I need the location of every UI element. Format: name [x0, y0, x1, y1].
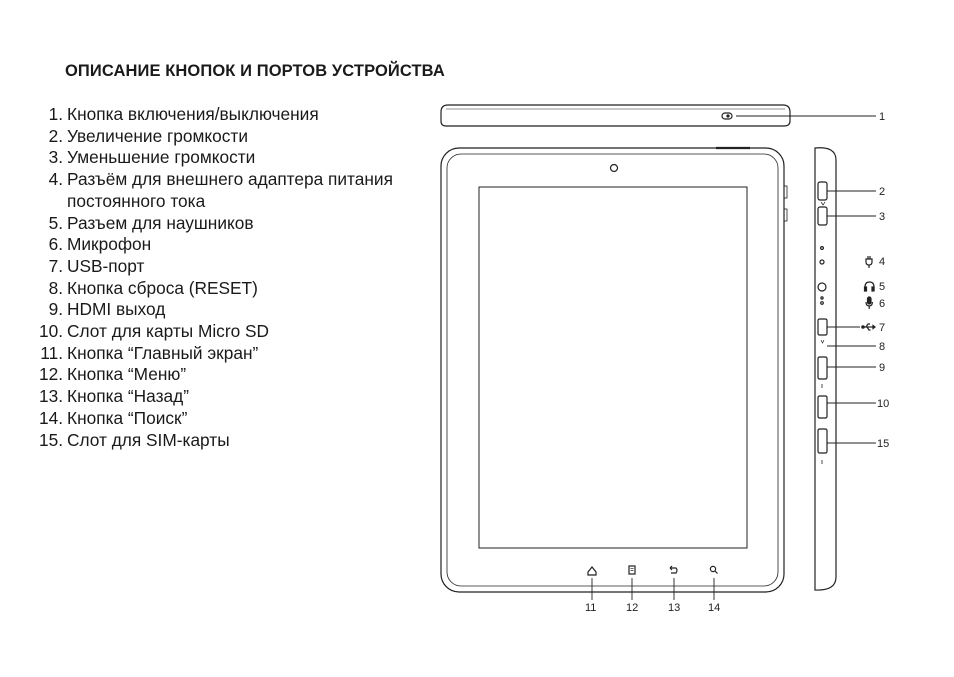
callout-2: 2 — [879, 186, 886, 198]
home-icon — [588, 567, 596, 575]
callout-7: 7 — [879, 322, 886, 334]
item-number: 14. — [38, 407, 63, 428]
item-text: Уменьшение громкости — [67, 147, 256, 168]
item-text: Кнопка “Назад” — [67, 386, 189, 407]
menu-icon — [629, 566, 635, 574]
item-number: 8. — [48, 277, 63, 298]
item-number: 6. — [48, 234, 63, 255]
item-number: 2. — [48, 125, 63, 146]
callout-10: 10 — [877, 398, 890, 410]
callout-9: 9 — [879, 362, 886, 374]
callout-8: 8 — [879, 341, 886, 353]
item-text: Слот для SIM-карты — [67, 429, 230, 450]
item-number: 9. — [48, 299, 63, 320]
item-number: 1. — [48, 104, 63, 124]
item-text: Кнопка включения/выключения — [67, 104, 319, 124]
item-text: Разъем для наушников — [67, 212, 254, 233]
tablet-top-view — [441, 105, 790, 126]
item-number: 10. — [38, 321, 63, 342]
callout-3: 3 — [879, 211, 886, 223]
item-number: 13. — [38, 386, 63, 407]
callout-5: 5 — [879, 281, 886, 293]
item-number: 15. — [38, 429, 63, 450]
item-text: HDMI выход — [67, 299, 166, 320]
usb-icon — [862, 324, 875, 330]
callout-12: 12 — [626, 602, 639, 614]
item-number: 11. — [40, 342, 63, 363]
dc-power-icon — [866, 256, 872, 268]
callout-11: 11 — [585, 602, 597, 614]
item-text: Слот для карты Micro SD — [67, 321, 269, 342]
power-button-icon — [722, 113, 732, 119]
item-text: Кнопка “Меню” — [67, 364, 187, 385]
item-text: Увеличение громкости — [67, 125, 248, 146]
item-number: 5. — [48, 212, 63, 233]
front-camera — [611, 165, 618, 172]
item-text: Разъём для внешнего адаптера питания постоянного тока — [67, 169, 393, 211]
item-number: 7. — [48, 255, 63, 276]
tablet-front-view — [441, 148, 787, 592]
item-number: 4. — [48, 169, 63, 190]
leader-lines — [592, 116, 876, 600]
callout-4: 4 — [879, 256, 886, 268]
headphones-icon — [865, 282, 875, 291]
callout-15: 15 — [877, 438, 890, 450]
callout-14: 14 — [708, 602, 721, 614]
item-text: Кнопка “Поиск” — [67, 407, 188, 428]
callout-6: 6 — [879, 298, 886, 310]
callout-1: 1 — [879, 111, 886, 123]
item-text: Микрофон — [67, 234, 152, 255]
page-title: ОПИСАНИЕ КНОПОК И ПОРТОВ УСТРОЙСТВА — [65, 62, 445, 80]
callout-13: 13 — [668, 602, 681, 614]
item-number: 12. — [38, 364, 63, 385]
item-text: Кнопка “Главный экран” — [67, 342, 259, 363]
microphone-icon — [866, 297, 872, 309]
tablet-side-view — [815, 148, 836, 590]
item-number: 3. — [48, 147, 63, 168]
item-text: USB-порт — [67, 255, 145, 276]
search-icon — [710, 566, 717, 573]
item-text: Кнопка сброса (RESET) — [67, 277, 258, 298]
back-icon — [670, 566, 677, 573]
